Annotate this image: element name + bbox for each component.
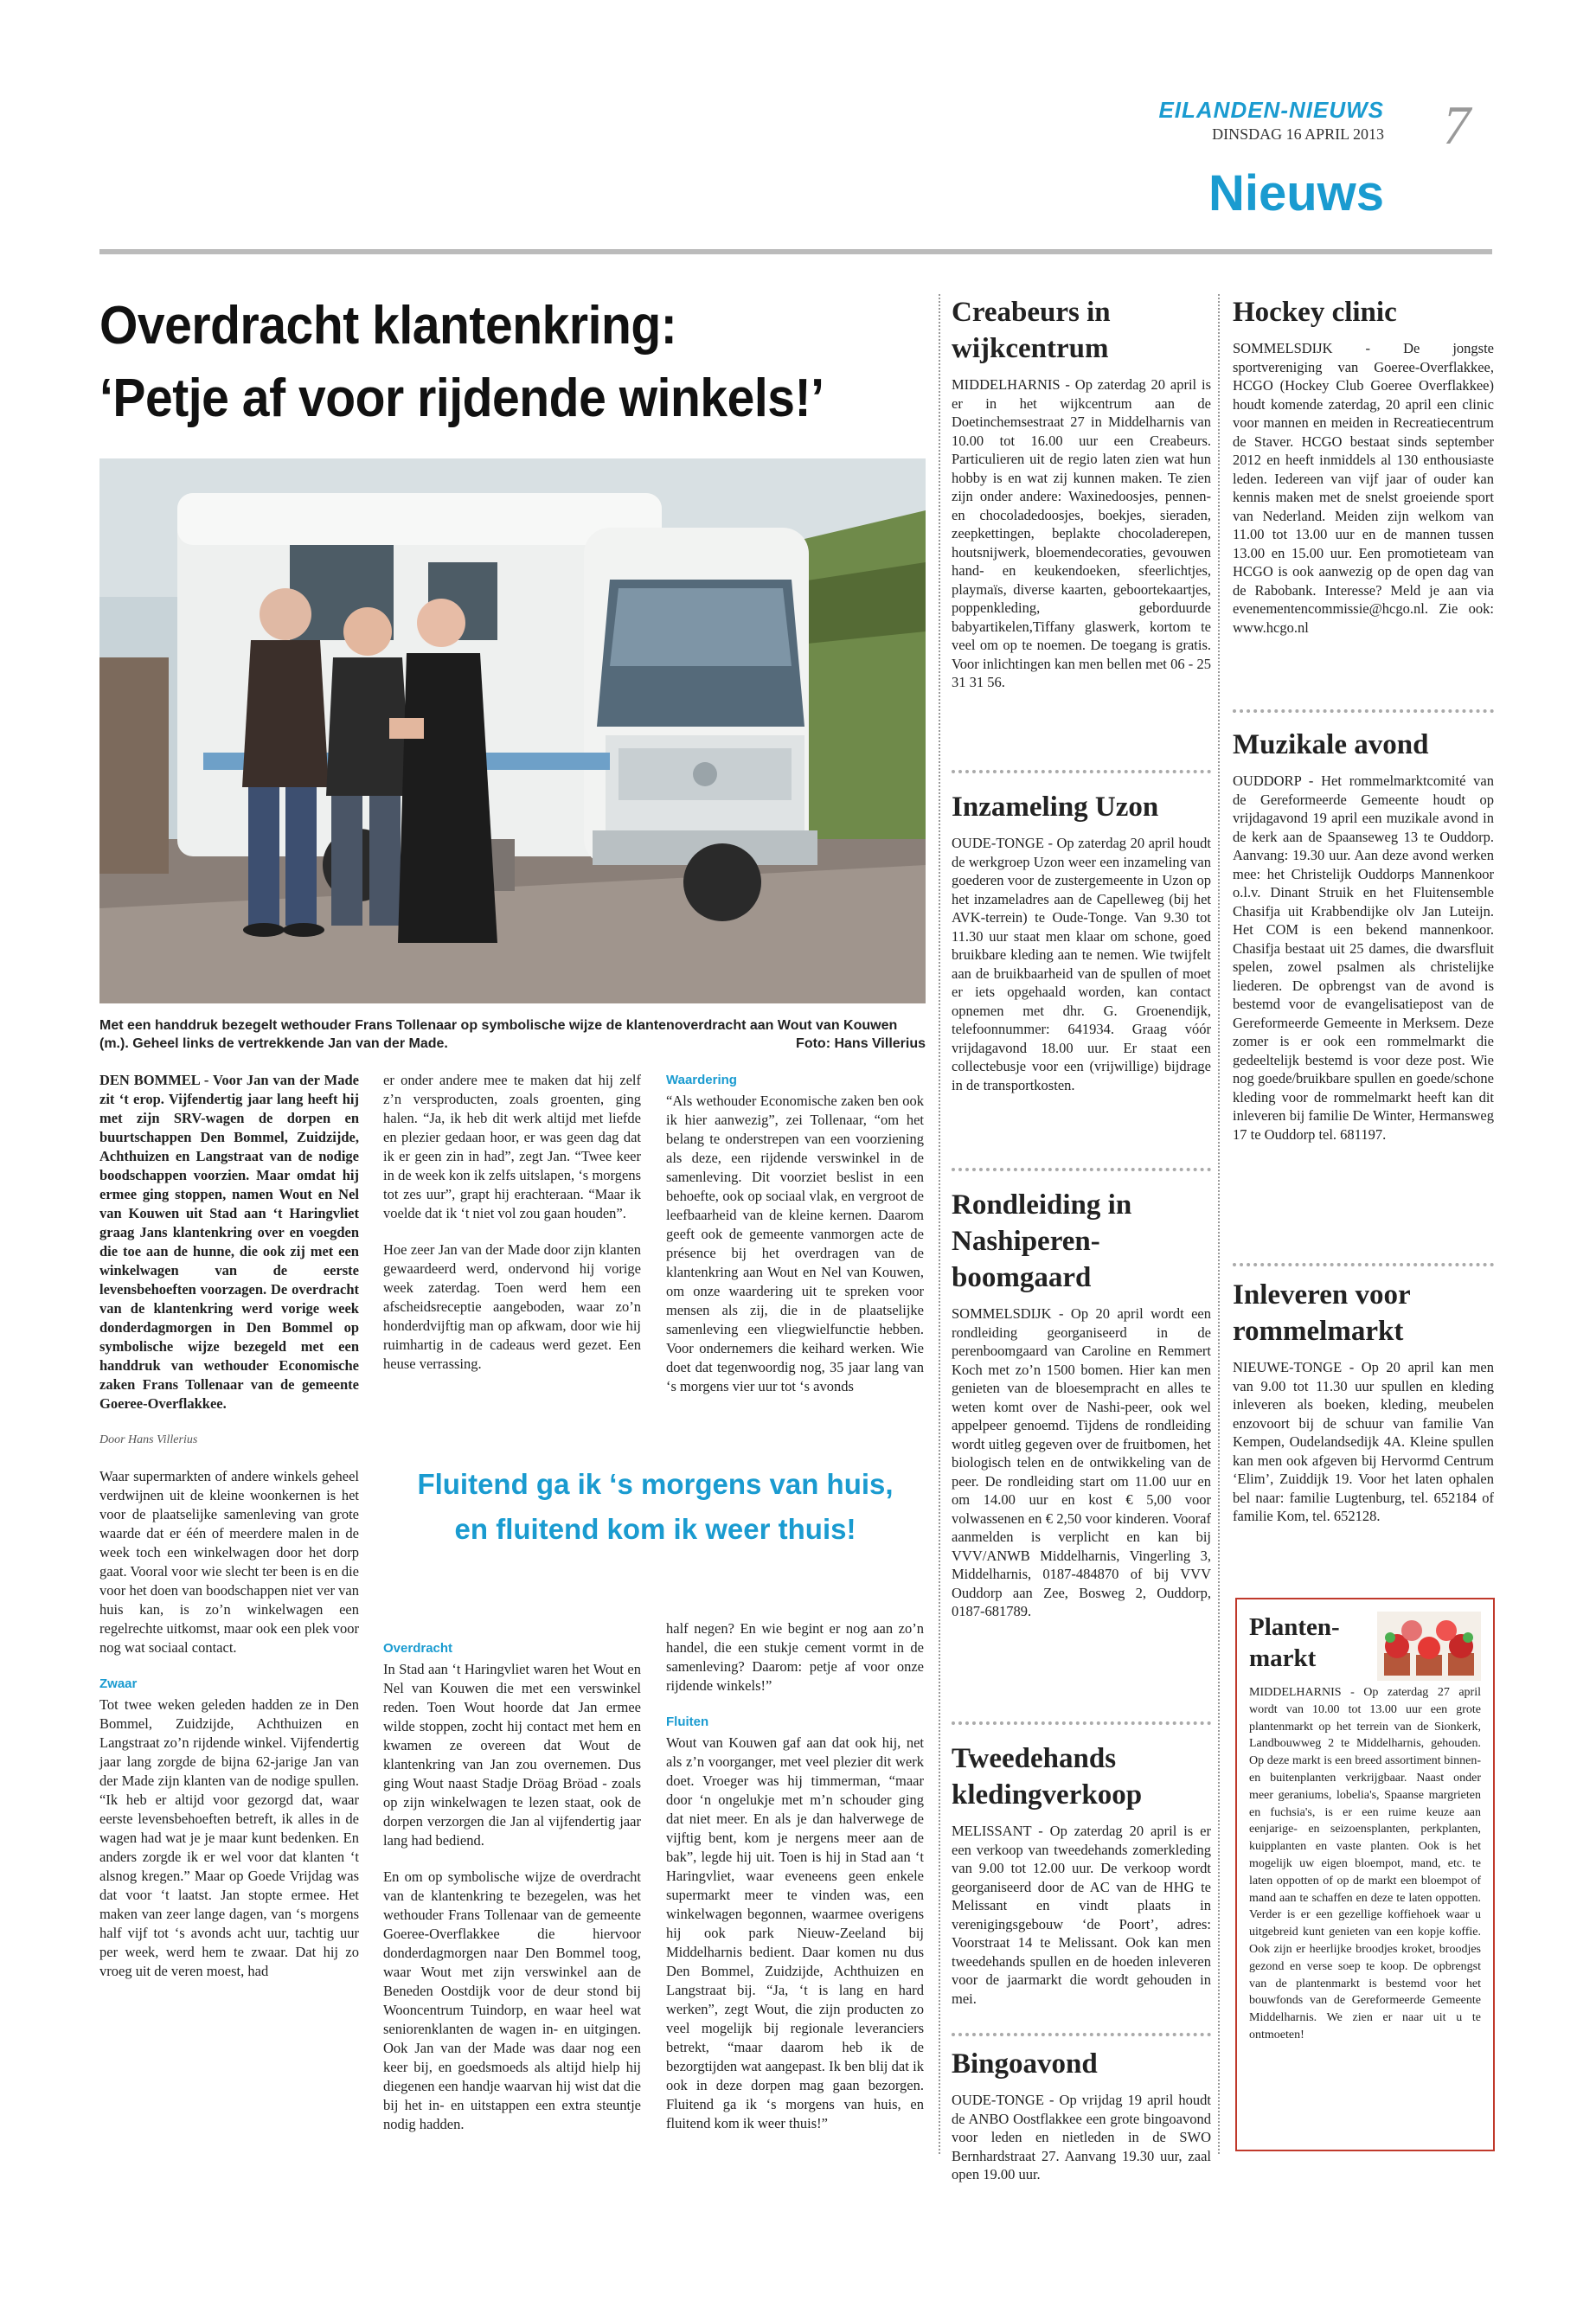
brief-title: Inzameling Uzon	[952, 792, 1159, 823]
subhead-fluiten: Fluiten	[666, 1715, 709, 1729]
brief-uzon	[952, 789, 1211, 1094]
article-column-2	[383, 1071, 641, 1391]
brief-bingo	[952, 2046, 1211, 2184]
issue-date: DINSDAG 16 APRIL 2013	[1212, 125, 1384, 143]
column-separator	[939, 294, 940, 2154]
article-headline: Overdracht klantenkring: ‘Petje af voor rijdende winkels!’	[99, 296, 824, 428]
plantenmarkt-title: Planten- markt	[1249, 1613, 1340, 1672]
brief-title: Hockey clinic	[1233, 297, 1397, 328]
brief-text: OUDE-TONGE - Op zaterdag 20 april houdt de werkgroep Uzon weer een inzameling van goederen voor de zustergemeente in Uzon op het inzameladres aan de Capelleweg (bij het AVK-terrein) te Oude-Tonge. Van 9.30 tot 11.30 uur staat men klaar om schone, goed bruikbare kleding aan te nemen. Wie twijfelt aan de bruikbaarheid van de spullen of moet er iets opgehaald worden, kan contact opnemen met dhr. G. Groenendijk, telefoonnummer: 641934. Graag vóór vrijdagavond 18.00 uur. Er staat een collectebusje voor een (vrijwillige) bijdrage in de transportkosten.	[952, 835, 1211, 1093]
top-divider	[99, 249, 1492, 254]
photo-caption: Met een handdruk bezegelt wethouder Frans Tollenaar op symbolische wijze de klantenoverdracht aan Wout van Kouwen (m.). Geheel links de vertrekkende Jan van der Made. Foto: Hans Villerius	[99, 1018, 926, 1051]
plantenmarkt-text: MIDDELHARNIS - Op zaterdag 27 april wordt van 10.00 tot 13.00 uur een grote plantenmarkt op het terrein van de Sionkerk, Landbouwweg 2 te Middelharnis, gehouden. Op deze markt is een breed assortiment binnen- en buitenplanten verkrijgbaar. Naast onder meer geraniums, lobelia's, Spaanse margrieten en fuchsia's, is er een ruime keuze aan eenjarige- en seizoensplanten, perkplanten, kuipplanten en vaste planten. Ook is het mogelijk uw eigen bloempot, mand, etc. te laten oppotten of op de markt een bloempot of mand aan te schaffen en deze te laten oppotten. Verder is er een gezellige koffiehoek waar u uitgebreid kunt genieten van een kopje koffie. Ook zijn er heerlijke broodjes kroket, broodjes gezond en verse soep te koop. De opbrengst van de plantenmarkt is bestemd voor het bouwfonds van de Gereformeerde Gemeente Middelharnis. We zien er naar uit u te ontmoeten!	[1249, 1686, 1481, 2041]
subhead-overdracht: Overdracht	[383, 1641, 453, 1656]
brief-text: NIEUWE-TONGE - Op 20 april kan men van 9.00 tot 11.30 uur spullen en kleding inleveren als boeken, kleding, meubelen enzovoort bij de schuur van familie Van Kempen, Oudelandsedijk 4A. Kleine spullen kan men ook afgeven bij Hervormd Centrum ‘Elim’, Zuiddijk 19. Voor het laten ophalen bel naar: familie Lugtenburg, tel. 652184 of familie Kom, tel. 652128.	[1233, 1359, 1494, 1524]
column-separator	[1218, 294, 1220, 2154]
brief-separator	[1233, 709, 1494, 713]
paragraph: Tot twee weken geleden hadden ze in Den Bommel, Zuidzijde, Achthuizen en Langstraat zo’n rijdende winkel. Vijfendertig jaar lang zorgde de bijna 62-jarige Jan van der Made zijn klanten van de nodige spullen. “Ik heb er altijd voor gezorgd dat, waar eerste levensbehoeften betreft, ik alles in de wagen had wat je je maar kunt bedenken. En anders zorgde ik er wel voor dat klanten ‘t alsnog kregen.” Maar op Goede Vrijdag was dat voor ‘t laatst. Jan stopte ermee. Het maken van zeer lange dagen, van ‘s morgens half vijf tot ‘s avonds acht uur, tachtig uur per week, werd hem te zwaar. Dat hij zo vroeg uit de veren moest, had	[99, 1696, 359, 1979]
paragraph: er onder andere mee te maken dat hij zelf z’n versproducten, zoals groenten, ging halen. “Ja, ik heb dit werk altijd met liefde en plezier gedaan hoor, er was geen dag dat ik er geen zin in had”, zegt Jan. “Twee keer in de week kon ik zelfs uitslapen, ‘s morgens tot zes uur”, grapt hij erachteraan. “Maar ik voelde dat ik ‘t niet vol zou gaan houden”.	[383, 1072, 641, 1221]
flower-pots-image	[1377, 1612, 1481, 1681]
brief-title: Rondleiding in Nashiperen-boomgaard	[952, 1189, 1132, 1293]
pull-quote: Fluitend ga ik ‘s morgens van huis, en fluitend kom ik weer thuis!	[417, 1468, 894, 1545]
brief-separator	[952, 770, 1211, 773]
article-column-3	[666, 1071, 924, 1413]
brief-creabeurs	[952, 294, 1211, 692]
newspaper-logo: EILANDEN-NIEUWS	[1158, 97, 1384, 123]
brief-text: OUDE-TONGE - Op vrijdag 19 april houdt de ANBO Oostflakkee een grote bingoavond voor leden en nietleden in de SWO Bernhardstraat 27. Aanvang 19.30 uur, zaal open 19.00 uur.	[952, 2092, 1211, 2182]
subhead-waardering: Waardering	[666, 1073, 737, 1087]
paragraph: “Als wethouder Economische zaken ben ook ik hier aanwezig”, zei Tollenaar, “om het belang te onderstrepen van een voorziening als deze, een rijdende verswinkel in de samenleving. Dit voorziet beslist in een behoefte, ook op sociaal vlak, en vergroot de leefbaarheid van de kleine kernen. Daarom geeft ook de gemeente vanmorgen acte de présence bij het overdragen van de klantenkring aan Wout en Nel van Kouwen, om onze waardering uit te spreken voor mensen als zij, die in de plaatselijke samenleving een vliegwielfunctie hebben. Voor ondernemers die keihard werken. Wie doet dat tegenwoordig nog, 35 jaar lang van ‘s morgens vier uur tot ‘s avonds	[666, 1093, 924, 1394]
rv-photo-illustration	[99, 458, 926, 1003]
article-lead: DEN BOMMEL - Voor Jan van der Made zit ‘t erop. Vijfendertig jaar lang heeft hij met zijn SRV-wagen de dorpen en buurtschappen Den Bommel, Zuidzijde, Achthuizen en Langstraat van de nodige boodschappen voorzien. Maar omdat hij ermee ging stoppen, namen Wout en Nel van Kouwen uit Stad aan ‘t Haringvliet graag Jans klantenkring over en voegden die toe aan de hunne, die ook zij met een winkelwagen van de eerste levensbehoeften voorzagen. De overdracht van de klantenkring werd vorige week donderdagmorgen in Den Bommel op symbolische wijze bezegeld met een handdruk van wethouder Economische zaken Frans Tollenaar van de gemeente Goeree-Overflakkee.	[99, 1072, 359, 1412]
article-column-2b	[383, 1639, 641, 2151]
page-number: 7	[1443, 94, 1471, 156]
brief-text: OUDDORP - Het rommelmarktcomité van de Gereformeerde Gemeente houdt op vrijdagavond 19 april een muzikale avond in de kerk aan de Spaanseweg 13 te Ouddorp. Aanvang: 19.30 uur. Aan deze avond werken mee: het Christelijk Ouddorps Mannenkoor o.l.v. Dinant Struik en het Fluitensemble Chasifja uit Krabbendijke olv Jan Luteijn. Het COM is een bekend mannenkoor. Chasifja bestaat uit 25 dames, die dwarsfluit spelen, zowel psalmen als christelijke liederen. De opbrengst van de avond is bestemd voor de evangelisatiepost van de Gereformeerde Gemeente in Merksem. Deze zomer is er ook een rommelmarkt die gedeeltelijk bestemd is voor deze post. Wie nog goede/bruikbare spullen en goede/schone kleding voor de rommelmarkt heeft kan dit inleveren bij familie De Winter, Hermansweg 17 te Ouddorp tel. 681197.	[1233, 772, 1494, 1143]
section-title: Nieuws	[1208, 165, 1384, 221]
brief-text: MELISSANT - Op zaterdag 20 april is er een verkoop van tweedehands zomerkleding van 9.00 tot 12.00 uur. De verkoop wordt georganiseerd door de AC van de HHG te Melissant en vindt plaats in verenigingsgebouw ‘de Poort’, adres: Voorstraat 14 te Melissant. Ook kan men tweedehands spullen en de hoeden inleveren voor de jaarmarkt die wordt gehouden in mei.	[952, 1823, 1211, 2007]
brief-text: SOMMELSDIJK - Op 20 april wordt een rondleiding georganiseerd in de perenboomgaard van Caroline en Remmert Koch met zo’n 1500 bomen. Hier kan men genieten van de bloesempracht en alles te weten komt over de Nashi-peer, ook wel appelpeer genoemd. Tijdens de rondleiding wordt uitleg gegeven over de fruitbomen, het biologisch telen en de ontwikkeling van de peer. De rondleiding start om 11.00 uur en om 14.00 uur en kost € 5,00 voor volwassenen en € 2,50 voor kinderen. Vooraf aanmelden is verplicht en kan bij VVV/ANWB Middelharnis, Vingerling 3, Middelharnis, 0187-484870 of bij VVV Ouddorp aan Zee, Bosweg 2, Ouddorp, 0187-681789.	[952, 1305, 1211, 1619]
plantenmarkt-box	[1235, 1598, 1495, 2151]
brief-separator	[952, 1721, 1211, 1725]
paragraph: In Stad aan ‘t Haringvliet waren het Wout en Nel van Kouwen die met een verswinkel reden. Toen Wout hoorde dat Jan ermee wilde stoppen, zocht hij contact met hem en kwamen ze overeen dat Wout de klantenkring van Jan zou overnemen. Dus ging Wout naast Stadje Dröag Bröad - zoals op zijn winkelwagen te lezen staat, ook de dorpen verzorgen die Jan al vijfendertig jaar lang had bediend.	[383, 1661, 641, 1849]
brief-tweedehands	[952, 1740, 1211, 2008]
article-photo	[99, 458, 926, 1003]
byline: Door Hans Villerius	[99, 1433, 198, 1446]
brief-inleveren	[1233, 1277, 1494, 1526]
paragraph: Wout van Kouwen gaf aan dat ook hij, net als z’n voorganger, met veel plezier dit werk doet. Vroeger was hij timmerman, “maar door ‘n ongelukje met m’n schouder ging dat niet meer. En als je dan halverwege de vijftig bent, kom je nergens meer aan de bak”, legde hij uit. Toen is hij in Stad aan ‘t Haringvliet, waar eveneens geen enkele supermarkt meer te vinden was, een winkelwagen begonnen, waarmee overigens hij ook park Nieuw-Zeeland bij Middelharnis bedient. Daar komen nu dus Den Bommel, Zuidzijde, Achthuizen en Langstraat bij. “Ja, ‘t is lang en hard werken”, zegt Wout, die zijn producten zo veel mogelijk bij regionale leveranciers betrekt, “maar daarom heb ik de bezorgtijden wat aangepast. Ik ben blij dat ik ook in deze dorpen mag gaan bezorgen. Fluitend ga ik ‘s morgens van huis, en fluitend kom ik weer thuis!”	[666, 1734, 924, 2131]
brief-separator	[952, 2033, 1211, 2036]
brief-rondleiding	[952, 1187, 1211, 1621]
brief-separator	[952, 1168, 1211, 1171]
paragraph: Waar supermarkten of andere winkels geheel verdwijnen uit de kleine woonkernen is het voor de plaatselijke samenleving van grote waarde dat er één of meerdere malen in de week toch een winkelwagen door het dorp gaat. Vooral voor wie slecht ter been is en die voor het doen van boodschappen niet ver van huis kan, is zo’n winkelwagen een regelrechte uitkomst, maar ook een plek voor nog wat sociaal contact.	[99, 1468, 359, 1656]
paragraph: En om op symbolische wijze de overdracht van de klantenkring te bezegelen, was het wethouder Frans Tollenaar van de gemeente Goeree-Overflakkee die hiervoor donderdagmorgen naar Den Bommel toog, waar Wout met zijn verswinkel aan de Beneden Oostdijk voor de deur stond bij Wooncentrum Tuindorp, en waar heel wat seniorenklanten de wagen in- en uitgingen. Ook Jan van der Made was daar nog een keer bij, en goedsmoeds als altijd hielp hij diegenen een handje waarvan hij wist dat die bij het in- en uitstappen een extra steuntje nodig hadden.	[383, 1868, 641, 2132]
paragraph: Hoe zeer Jan van der Made door zijn klanten gewaardeerd werd, ondervond hij vorige week zaterdag. Toen werd hem een afscheidsreceptie aangeboden, waar zo’n honderdvijftig man op afkwam, door wie hij ruimhartig in de cadeaus werd gezet. Een heuse verrassing.	[383, 1241, 641, 1372]
masthead	[1158, 97, 1384, 144]
brief-title: Tweedehands kledingverkoop	[952, 1743, 1143, 1811]
brief-title: Creabeurs in wijkcentrum	[952, 297, 1111, 364]
brief-title: Inleveren voor rommelmarkt	[1233, 1279, 1411, 1347]
brief-title: Muzikale avond	[1233, 729, 1429, 760]
subhead-zwaar: Zwaar	[99, 1676, 138, 1691]
photo-credit: Foto: Hans Villerius	[796, 1036, 926, 1051]
brief-title: Bingoavond	[952, 2048, 1098, 2080]
brief-separator	[1233, 1263, 1494, 1266]
brief-text: SOMMELSDIJK - De jongste sportvereniging van Goeree-Overflakkee, HCGO (Hockey Club Goeree Overflakkee) houdt komende zaterdag, 20 april een clinic voor mannen en meiden in Recreatiecentrum de Staver. HCGO bestaat sinds september 2012 en heeft inmiddels al 130 enthousiaste leden. Iedereen van vijf jaar of ouder kan kennis maken met de snelst groeiende sport van Nederland. Meiden zijn welkom van 11.00 tot 13.00 uur en de mannen tussen 13.00 en 15.00 uur. Een promotieteam van HCGO is ook aanwezig op de open dag van de Rabobank. Interesse? Meld je aan via evenementencommissie@hcgo.nl. Zie ook: www.hcgo.nl	[1233, 340, 1494, 636]
brief-hockey	[1233, 294, 1494, 637]
paragraph: half negen? En wie begint er nog aan zo’n handel, die een stukje cement vormt in de samenleving? Daarom: petje af voor onze rijdende winkels!”	[666, 1620, 924, 1694]
article-column-1	[99, 1071, 359, 1998]
article-column-3b	[666, 1619, 924, 2150]
brief-text: MIDDELHARNIS - Op zaterdag 20 april is er in het wijkcentrum aan de Doetinchemsestraat 27 in Middelharnis van 10.00 tot 16.00 uur een Creabeurs. Particulieren uit de regio laten zien wat hun hobby is en wat zij kunnen maken. Te zien zijn onder andere: Waxinedoosjes, pennen- en chocoladedoosjes, boekjes, sieraden, zeepkettingen, beplakte chocoladerepen, houtsnijwerk, bloemendecoraties, gevouwen hand- en keukendoeken, sfeerlichtjes, playmaïs, diverse kaarten, geboortekaartjes, poppenkleding, geborduurde babyartikelen,Tiffany glaswerk, kortom te veel om op te noemen. De toegang is gratis. Voor inlichtingen kan men bellen met 06 - 25 31 31 56.	[952, 376, 1211, 690]
brief-muzikale	[1233, 727, 1494, 1144]
